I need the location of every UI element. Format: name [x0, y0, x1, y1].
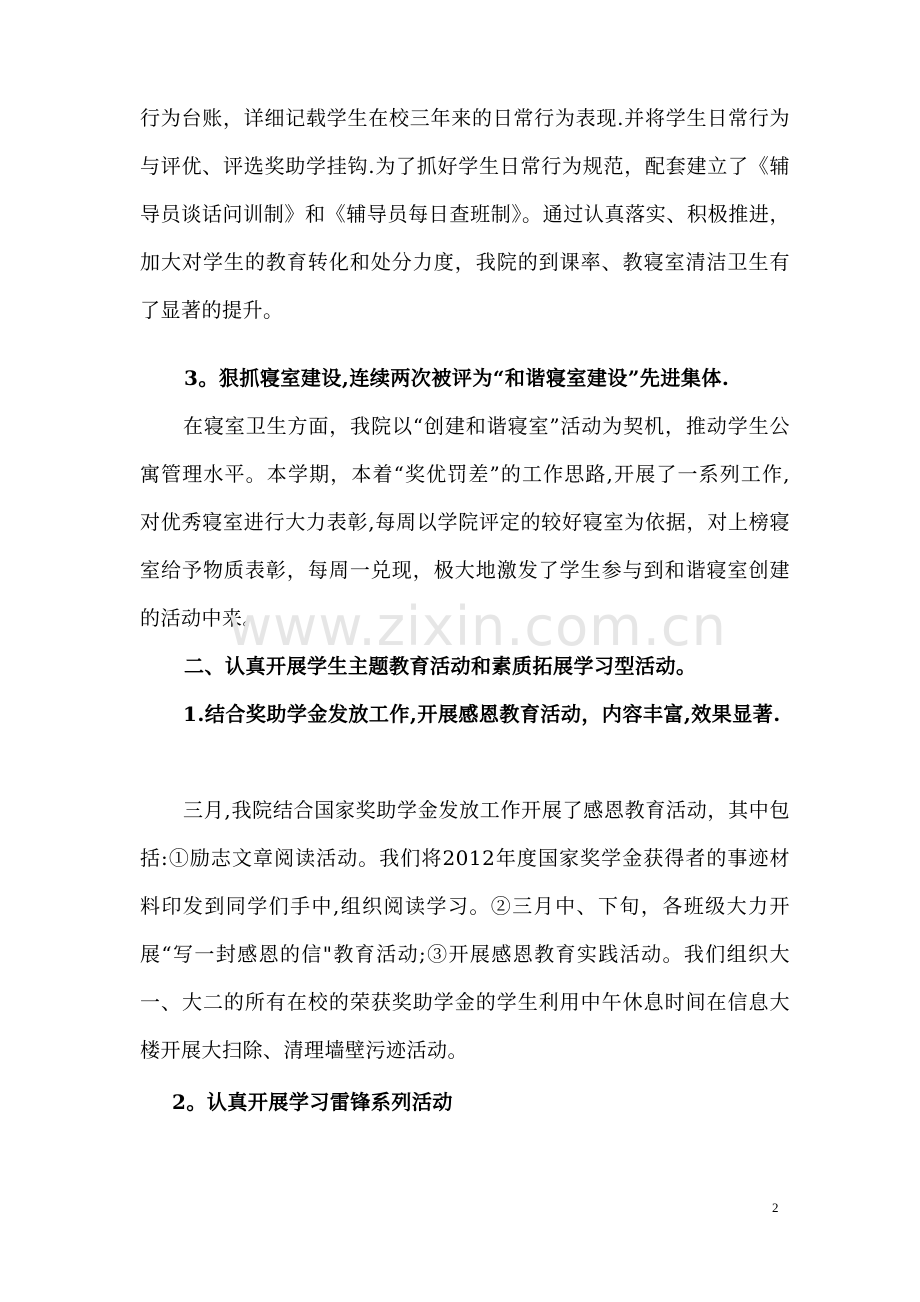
heading-gratitude-education: 1.结合奖助学金发放工作,开展感恩教育活动，内容丰富,效果显著. [183, 702, 781, 726]
heading-theme-education: 二、认真开展学生主题教育活动和素质拓展学习型活动。 [184, 654, 697, 678]
paragraph-daily-behavior: 行为台账，详细记载学生在校三年来的日常行为表现.并将学生日常行为与评优、评选奖助学挂钩.为了抓好学生日常行为规范，配套建立了《辅导员谈话问训制》和《辅导员每日查班制》。通过认真落实、积极推进，加大对学生的教育转化和处分力度，我院的到课率、教寝室清洁卫生有了显著的提升。 [140, 106, 790, 322]
paragraph-dormitory-hygiene: 在寝室卫生方面，我院以“创建和谐寝室”活动为契机，推动学生公寓管理水平。本学期，本着“奖优罚差”的工作思路,开展了一系列工作,对优秀寝室进行大力表彰,每周以学院评定的较好寝室为依据，对上榜寝室给予物质表彰，每周一兑现，极大地激发了学生参与到和谐寝室创建的活动中来。 [140, 414, 790, 630]
watermark-text: www.zixin.com.cn [228, 595, 727, 658]
heading-dormitory-construction: 3。狠抓寝室建设,连续两次被评为“和谐寝室建设”先进集体. [184, 366, 730, 390]
heading-learn-from-leifeng: 2。认真开展学习雷锋系列活动 [172, 1090, 453, 1114]
paragraph-march-activities: 三月,我院结合国家奖助学金发放工作开展了感恩教育活动，其中包括:①励志文章阅读活动。我们将2012年度国家奖学金获得者的事迹材料印发到同学们手中,组织阅读学习。②三月中、下旬，各班级大力开展“写一封感恩的信"教育活动;③开展感恩教育实践活动。我们组织大一、大二的所有在校的荣获奖助学金的学生利用中午休息时间在信息大楼开展大扫除、清理墙壁污迹活动。 [140, 798, 790, 1062]
page-number: 2 [772, 1200, 779, 1215]
